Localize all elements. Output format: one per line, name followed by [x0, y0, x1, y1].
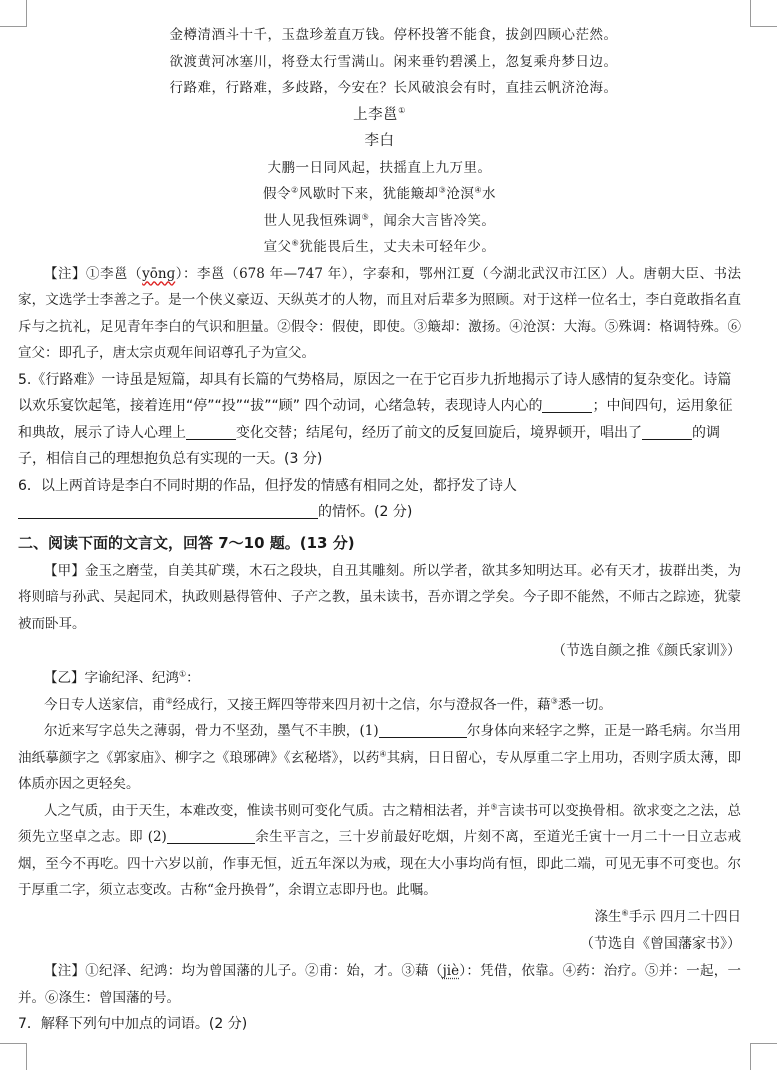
poem-line: 金樽清酒斗十千，玉盘珍羞直万钱。停杯投箸不能食，拔剑四顾心茫然。 — [169, 27, 618, 43]
passage-jia: 【甲】金玉之磨莹，自美其矿璞，木石之段块，自丑其雕刻。所以学者，欲其多知明达耳。必有天才，拔群出类，为将则暗与孙武、吴起同术，执政则悬得管仲、子产之教，虽未读书，吾亦谓之学矣。今子即不能然，不师古之踪迹，犹蒙被而卧耳。 — [18, 562, 742, 632]
question-6: 6．以上两首诗是李白不同时期的作品，但抒发的情感有相同之处，都抒发了诗人 的情怀。(2 分) — [18, 477, 517, 520]
answer-blank[interactable] — [642, 423, 692, 440]
poem-line: 假令②风歇时下来，犹能簸却③沧溟④水 — [262, 185, 496, 202]
section-2-title: 二、阅读下面的文言文，回答 7～10 题。(13 分) — [18, 533, 355, 552]
answer-blank[interactable] — [18, 502, 318, 519]
answer-blank[interactable] — [167, 827, 255, 844]
passage-yi-paragraph-2: 尔近来写字总失之薄弱，骨力不坚劲，墨气不丰腴，(1) 尔身体向来轻字之弊，正是一路毛病。尔当用油纸摹颜字之《郭家庙》、柳字之《琅琊碑》《玄秘塔》，以药④其病，日日留心，专从厚重二字上用功，否则字质太薄，即体质亦因之更轻矣。 — [18, 723, 742, 792]
crop-mark-bottom-right — [750, 1043, 777, 1070]
answer-blank[interactable] — [186, 423, 236, 440]
poem-line: 行路难，行路难，多歧路，今安在？长风破浪会有时，直挂云帆济沧海。 — [169, 80, 618, 96]
poem-author: 李白 — [364, 133, 395, 149]
poem-line: 宣父⑥犹能畏后生，丈夫未可轻年少。 — [263, 238, 496, 255]
question-7: 7．解释下列句中加点的词语。(2 分) — [18, 1016, 248, 1032]
poem-shang-li-yong — [18, 102, 741, 261]
crop-mark-bottom-left — [0, 1043, 27, 1070]
answer-blank[interactable] — [379, 721, 467, 738]
passage-yi-paragraph-1: 今日专人送家信，甫②经成行，又接王辉四等带来四月初十之信，尔与澄叔各一件，藉③悉一切。 — [44, 696, 612, 713]
exam-page — [18, 22, 741, 1038]
poem-line: 世人见我恒殊调⑤，闻余大言皆冷笑。 — [263, 212, 496, 229]
poem-line: 大鹏一日同风起，扶摇直上九万里。 — [267, 159, 492, 176]
letter-signature: 涤生⑥手示 四月二十四日 — [594, 908, 741, 925]
crop-mark-top-right — [750, 0, 777, 27]
answer-blank[interactable] — [542, 396, 592, 413]
passage-yi-salutation: 【乙】字谕纪泽、纪鸿①： — [44, 669, 200, 686]
passage-yi-source: （节选自《曾国藩家书》） — [580, 936, 741, 952]
poem-title: 上李邕① — [353, 105, 406, 123]
poem-line: 欲渡黄河冰塞川，将登太行雪满山。闲来垂钓碧溪上，忽复乘舟梦日边。 — [169, 53, 618, 70]
passage-yi-paragraph-3: 人之气质，由于天生，本难改变，惟读书则可变化气质。古之精相法者，并⑤言读书可以变换骨相。欲求变之之法，总须先立坚卓之志。即 (2) 余生平言之，三十岁前最好吃烟，片刻不离，至道光壬寅十一月二十一日立志戒烟，至今不再吃。四十六岁以前，作事无恒，近五年深以为戒，现在大小事均尚有恒，即此二端，可见无事不可变也。尔于厚重二字，须立志变改。古称“金丹换骨”，余谓立志即丹也。此嘱。 — [18, 802, 742, 898]
poem-xinglunan — [18, 22, 741, 102]
question-5: 5.《行路难》一诗虽是短篇，却具有长篇的气势格局，原因之一在于它百步九折地揭示了诗人感情的复杂变化。诗篇以欢乐宴饮起笔，接着连用“停”“投”“拔”“顾” 四个动词，心绪急转，表现诗人内心的 ；中间四句，运用象征和典故，展示了诗人心理上 变化交替；结尾句，经历了前文的反复回旋后，境界顿开，唱出了 的调子，相信自己的理想抱负总有实现的一天。(3 分) — [18, 371, 733, 467]
passage-annotation: 【注】①纪泽、纪鸿：均为曾国藩的儿子。②甫：始，才。③藉（jiè）：凭借，依靠。④药：治疗。⑤并：一起，一并。⑥涤生：曾国藩的号。 — [18, 963, 742, 1006]
passage-jia-source: （节选自颜之推《颜氏家训》） — [552, 643, 741, 659]
poem-annotation: 【注】①李邕（yōnɡ）：李邕（678 年—747 年），字泰和，鄂州江夏（今湖北武汉市江区）人。唐朝大臣、书法家，文选学士李善之子。是一个侠义豪迈、天纵英才的人物，而且对后辈多为照顾。对于这样一位名士，李白竟敢指名直斥与之抗礼，足见青年李白的气识和胆量。②假令：假使，即使。③簸却：激扬。④沧溟：大海。⑤殊调：格调特殊。⑥宣父：即孔子，唐太宗贞观年间诏尊孔子为宣父。 — [18, 265, 741, 361]
